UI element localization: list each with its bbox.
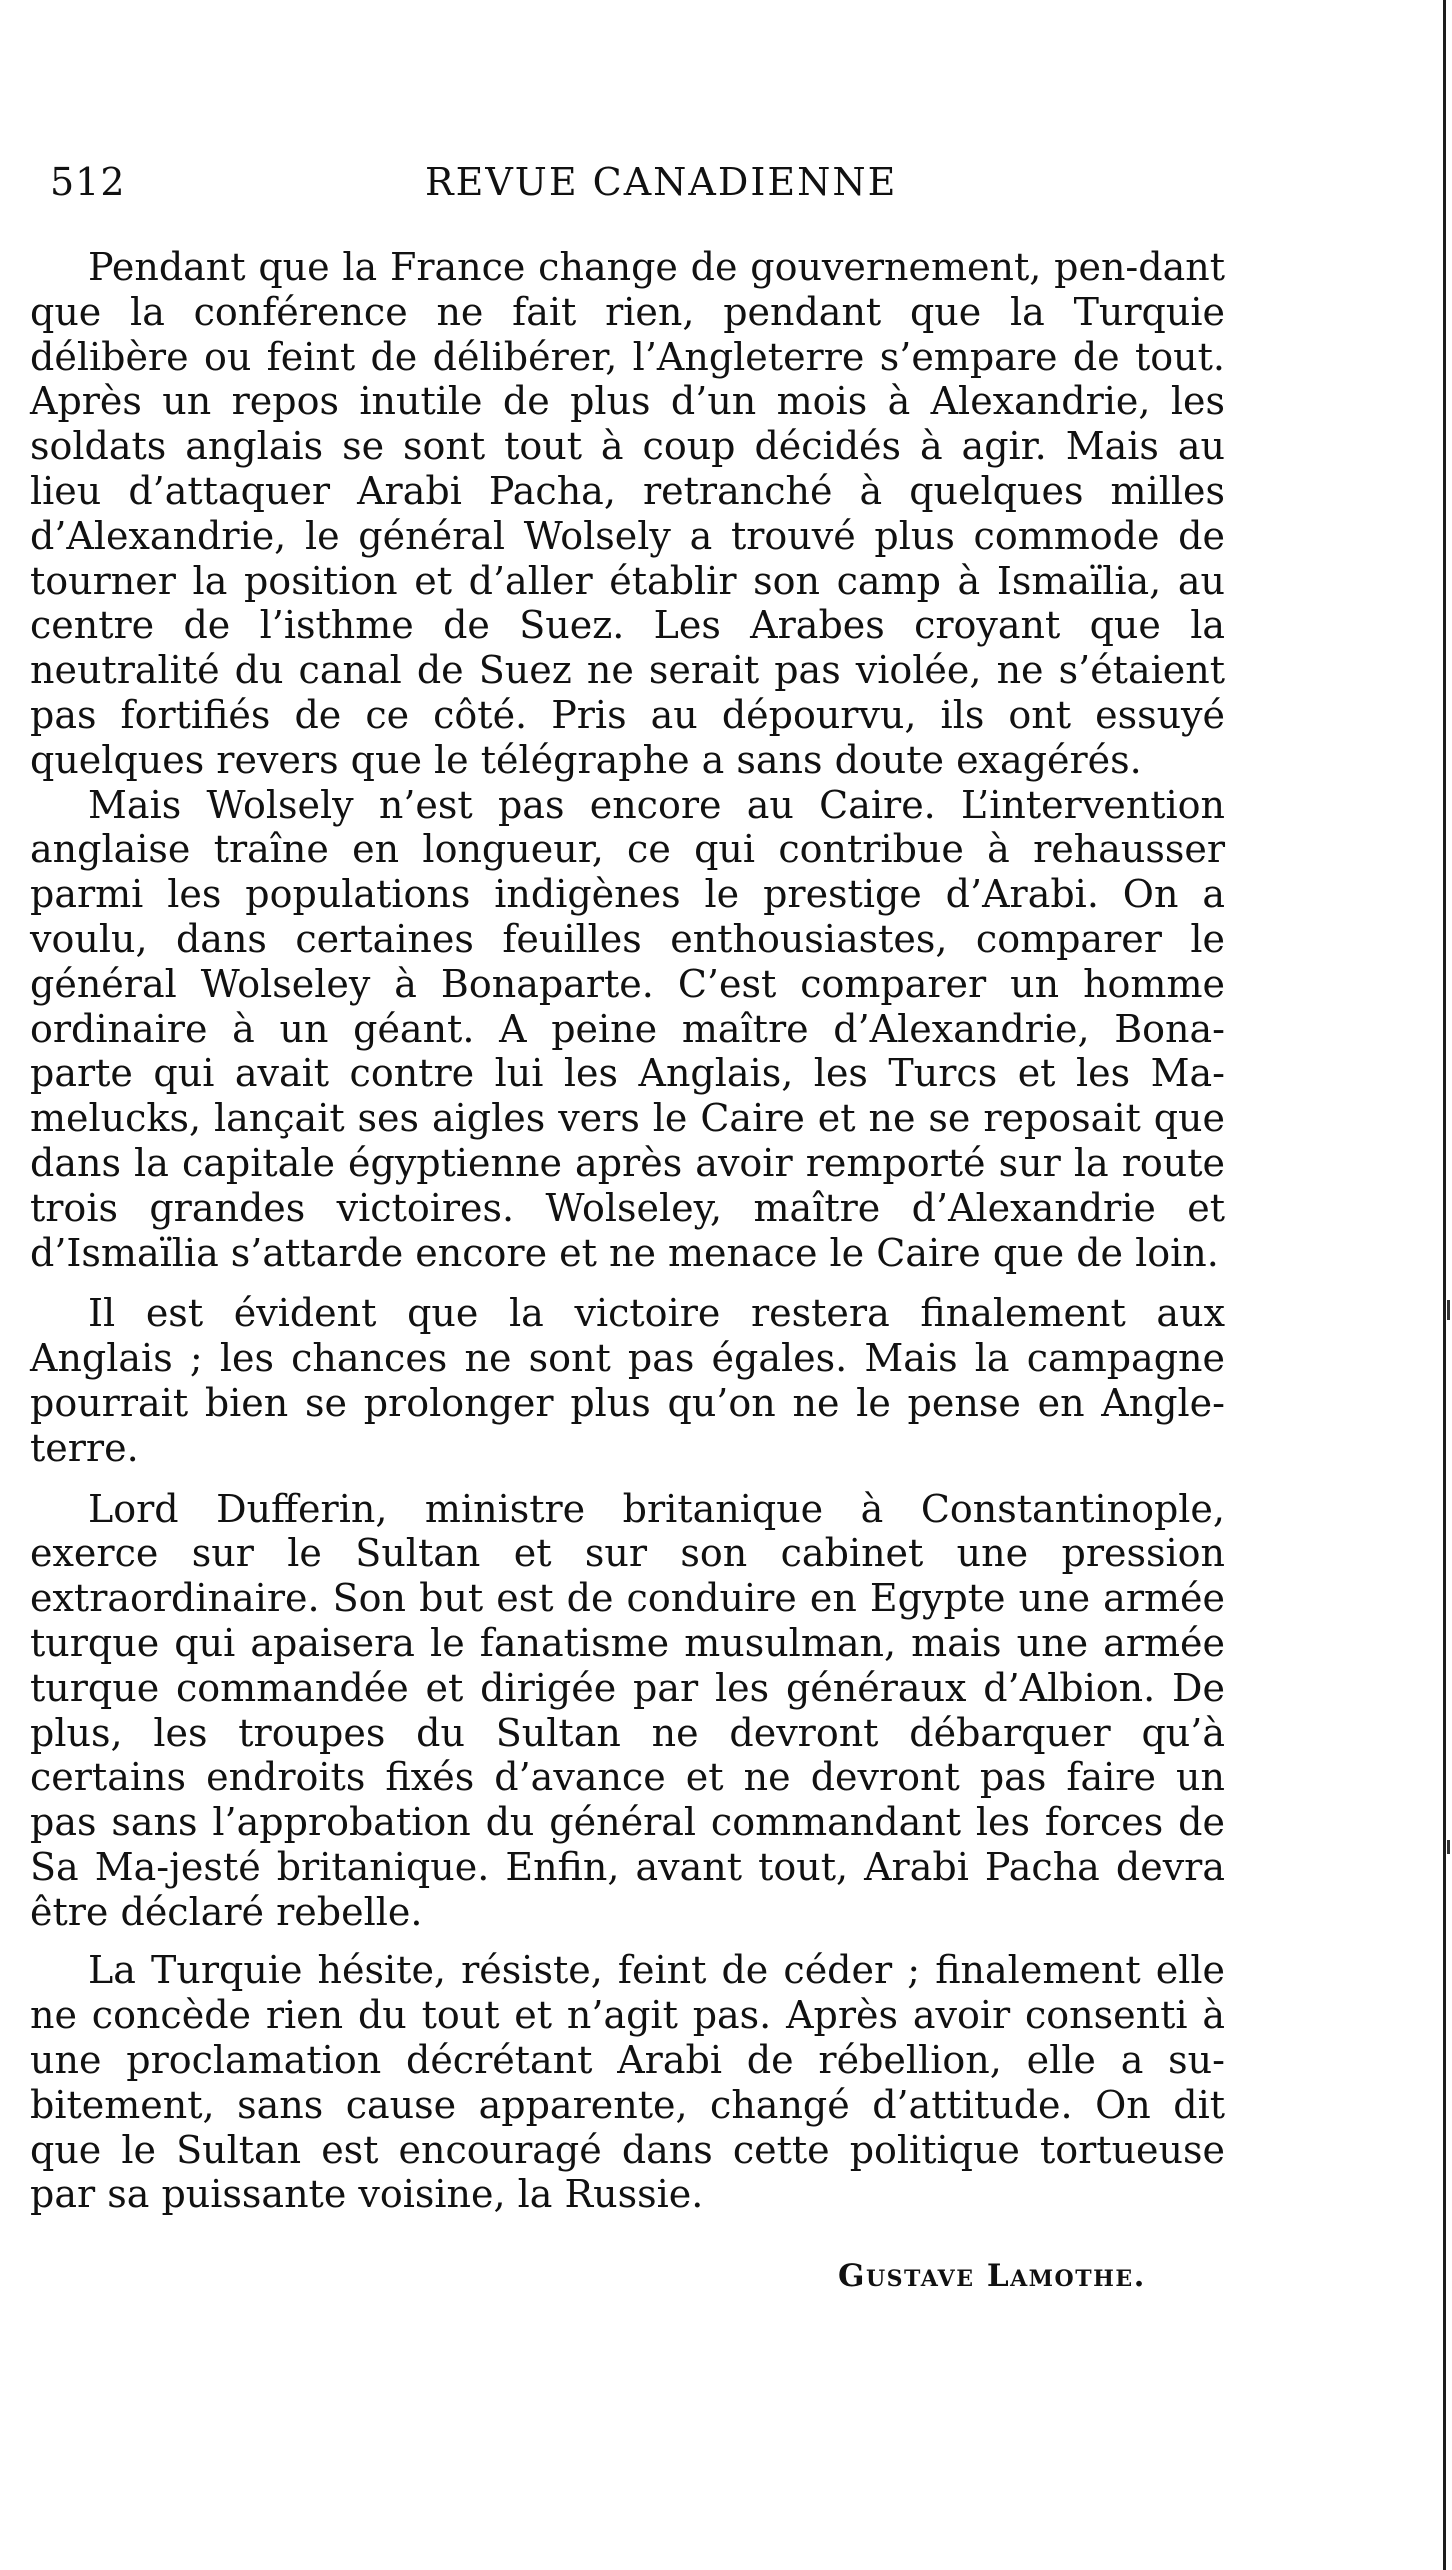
- paragraph-5: La Turquie hésite, résiste, feint de céder ; finalement elle ne concède rien du tout et n’agit pas. Après avoir consenti à une proclamation décrétant Arabi de rébellion, elle a su-bitement, sans cause apparente, changé d’attitude. On dit que le Sultan est encouragé dans cette politique tortueuse par sa puissante voisine, la Russie.: [30, 1948, 1225, 2217]
- paragraph-2: Mais Wolsely n’est pas encore au Caire. L’intervention anglaise traîne en longueur, ce qui contribue à rehausser parmi les populations indigènes le prestige d’Arabi. On a voulu, dans certaines feuilles enthousiastes, comparer le général Wolseley à Bonaparte. C’est comparer un homme ordinaire à un géant. A peine maître d’Alexandrie, Bona-parte qui avait contre lui les Anglais, les Turcs et les Ma-melucks, lançait ses aigles vers le Caire et ne se reposait que dans la capitale égyptienne après avoir remporté sur la route trois grandes victoires. Wolseley, maître d’Alexandrie et d’Ismaïlia s’attarde encore et ne menace le Caire que de loin.: [30, 782, 1225, 1275]
- paragraph-3: Il est évident que la victoire restera finalement aux Anglais ; les chances ne sont pas égales. Mais la campagne pourrait bien se prolonger plus qu’on ne le pense en Angle-terre.: [30, 1291, 1225, 1470]
- page-number: 512: [50, 160, 126, 204]
- scan-artifact-mark: [1447, 1840, 1450, 1854]
- author-signature: Gustave Lamothe.: [838, 2258, 1146, 2294]
- scan-page-edge: [1443, 0, 1446, 2570]
- scan-artifact-mark: [1447, 1300, 1450, 1320]
- paragraph-4: Lord Dufferin, ministre britanique à Constantinople, exerce sur le Sultan et sur son cabinet une pression extraordinaire. Son but est de conduire en Egypte une armée turque qui apaisera le fanatisme musulman, mais une armée turque commandée et dirigée par les généraux d’Albion. De plus, les troupes du Sultan ne devront débarquer qu’à certains endroits fixés d’avance et ne devront pas faire un pas sans l’approbation du général commandant les forces de Sa Ma-jesté britanique. Enfin, avant tout, Arabi Pacha devra être déclaré rebelle.: [30, 1486, 1225, 1934]
- paragraph-1: Pendant que la France change de gouvernement, pen-dant que la conférence ne fait rien, pendant que la Turquie délibère ou feint de délibérer, l’Angleterre s’empare de tout. Après un repos inutile de plus d’un mois à Alexandrie, les soldats anglais se sont tout à coup décidés à agir. Mais au lieu d’attaquer Arabi Pacha, retranché à quelques milles d’Alexandrie, le général Wolsely a trouvé plus commode de tourner la position et d’aller établir son camp à Ismaïlia, au centre de l’isthme de Suez. Les Arabes croyant que la neutralité du canal de Suez ne serait pas violée, ne s’étaient pas fortifiés de ce côté. Pris au dépourvu, ils ont essuyé quelques revers que le télégraphe a sans doute exagérés.: [30, 245, 1225, 782]
- running-title: REVUE CANADIENNE: [425, 160, 898, 204]
- page-header: [50, 160, 1230, 220]
- article-body: [30, 245, 1225, 2217]
